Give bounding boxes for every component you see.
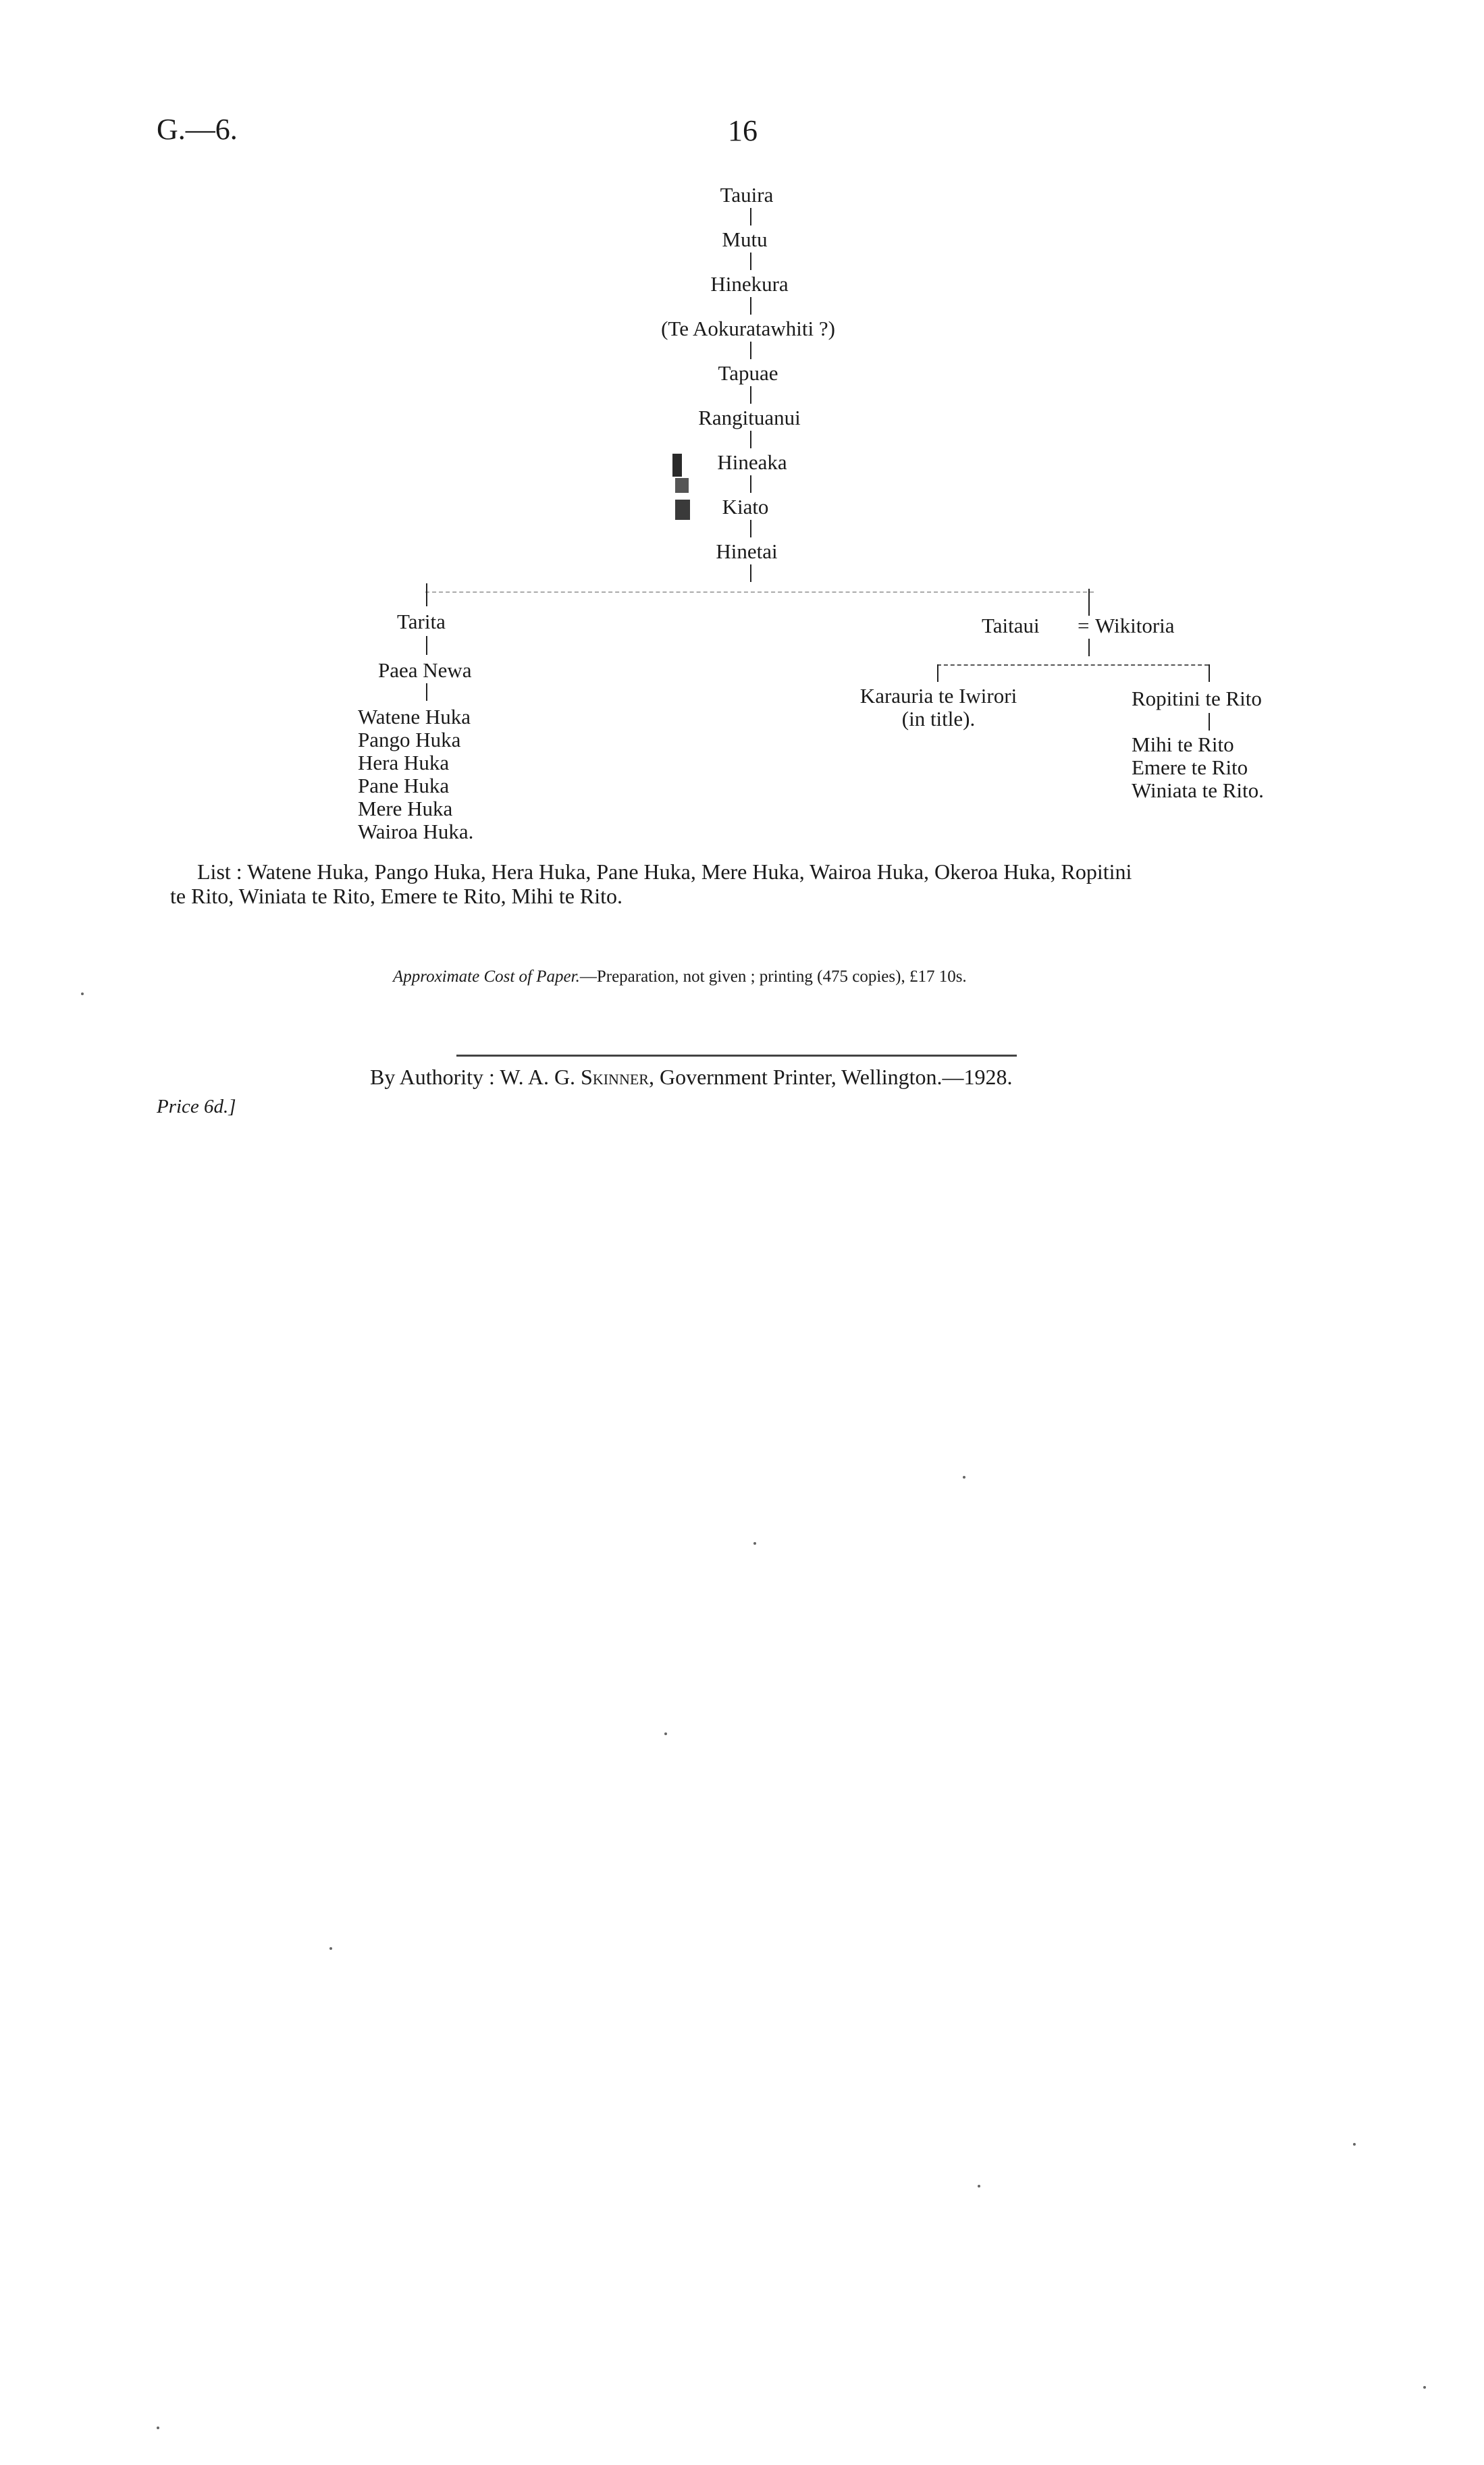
- grandchild-name: Mere Huka: [358, 797, 453, 820]
- children-connector: [937, 664, 1209, 666]
- scan-speck: [81, 992, 84, 995]
- descent-line: [750, 520, 751, 537]
- scan-speck: [664, 1732, 667, 1735]
- branch-head-name: Tarita: [397, 610, 446, 633]
- marriage-sign: =: [1078, 614, 1090, 637]
- grandchildren-list: [1132, 733, 1264, 802]
- ancestor-name: (Te Aokuratawhiti ?): [661, 317, 835, 340]
- descent-line: [750, 475, 751, 493]
- grandchild-name: Pane Huka: [358, 774, 450, 797]
- descent-line: [750, 253, 751, 270]
- cost-note: [393, 965, 967, 988]
- ancestor-name: Hinekura: [710, 272, 789, 296]
- branch-head-name: Taitaui: [982, 614, 1040, 637]
- printer-name: Skinner: [581, 1065, 649, 1089]
- descent-line: [750, 297, 751, 315]
- branch-connector: [425, 591, 1094, 593]
- grandchild-name: Hera Huka: [358, 751, 450, 774]
- scan-speck: [329, 1947, 332, 1950]
- descent-line: [750, 342, 751, 359]
- descent-line: [426, 583, 427, 606]
- scan-blemish: [675, 500, 690, 520]
- descent-line: [1209, 713, 1210, 731]
- cost-text: —Preparation, not given ; printing (475 copies), £17 10s.: [579, 968, 967, 986]
- ancestor-name: Tapuae: [718, 361, 778, 385]
- descent-line: [1088, 589, 1090, 616]
- price-note: Price 6d.]: [157, 1096, 236, 1117]
- descent-line: [937, 664, 938, 682]
- descent-line: [750, 386, 751, 404]
- ancestor-name: Hineaka: [717, 450, 787, 474]
- ancestor-name: Mutu: [722, 228, 768, 251]
- ancestor-name: Rangituanui: [698, 406, 801, 429]
- grandchild-name: Winiata te Rito.: [1132, 778, 1264, 802]
- list-line: te Rito, Winiata te Rito, Emere te Rito, Mihi te Rito.: [170, 884, 623, 908]
- grandchild-name: Pango Huka: [358, 728, 461, 751]
- grandchild-name: Emere te Rito: [1132, 756, 1248, 779]
- grandchild-name: Watene Huka: [358, 705, 471, 728]
- spouse-name: Wikitoria: [1095, 614, 1175, 637]
- descent-line: [426, 636, 427, 655]
- list-line: List : Watene Huka, Pango Huka, Hera Huka, Pane Huka, Mere Huka, Wairoa Huka, Okeroa Huka, Ropitini: [197, 859, 1132, 884]
- ancestor-name: Tauira: [720, 183, 774, 207]
- child-name: Karauria te Iwirori: [859, 684, 1017, 708]
- descent-line: [750, 431, 751, 448]
- scan-blemish: [672, 454, 682, 477]
- imprint: [370, 1065, 1013, 1088]
- scan-speck: [963, 1476, 965, 1479]
- grandchild-name: Wairoa Huka.: [358, 820, 474, 843]
- descent-line: [750, 564, 751, 582]
- scan-speck: [978, 2185, 980, 2188]
- scan-blemish: [675, 478, 689, 493]
- child-name: Ropitini te Rito: [1132, 687, 1262, 710]
- grandchildren-list: [358, 706, 473, 843]
- scan-speck: [1423, 2386, 1426, 2389]
- ancestor-name: Kiato: [722, 495, 769, 519]
- descent-line: [426, 683, 427, 701]
- imprint-suffix: , Government Printer, Wellington.—1928.: [648, 1065, 1013, 1089]
- cost-label: Approximate Cost of Paper.: [393, 968, 580, 986]
- scan-speck: [753, 1542, 756, 1545]
- descent-line: [1088, 639, 1090, 656]
- ancestor-name: Hinetai: [716, 539, 778, 563]
- scan-speck: [1353, 2143, 1356, 2146]
- descent-line: [750, 208, 751, 226]
- imprint-rule: [456, 1055, 1017, 1057]
- child-note: (in title).: [901, 707, 976, 731]
- imprint-prefix: By Authority : W. A. G.: [370, 1065, 581, 1089]
- child-name: Paea Newa: [378, 658, 472, 682]
- descent-line: [1209, 664, 1210, 682]
- scan-speck: [157, 2427, 159, 2429]
- page-number: 16: [728, 114, 758, 147]
- grandchild-name: Mihi te Rito: [1132, 733, 1234, 756]
- paper-reference: G.—6.: [157, 113, 238, 146]
